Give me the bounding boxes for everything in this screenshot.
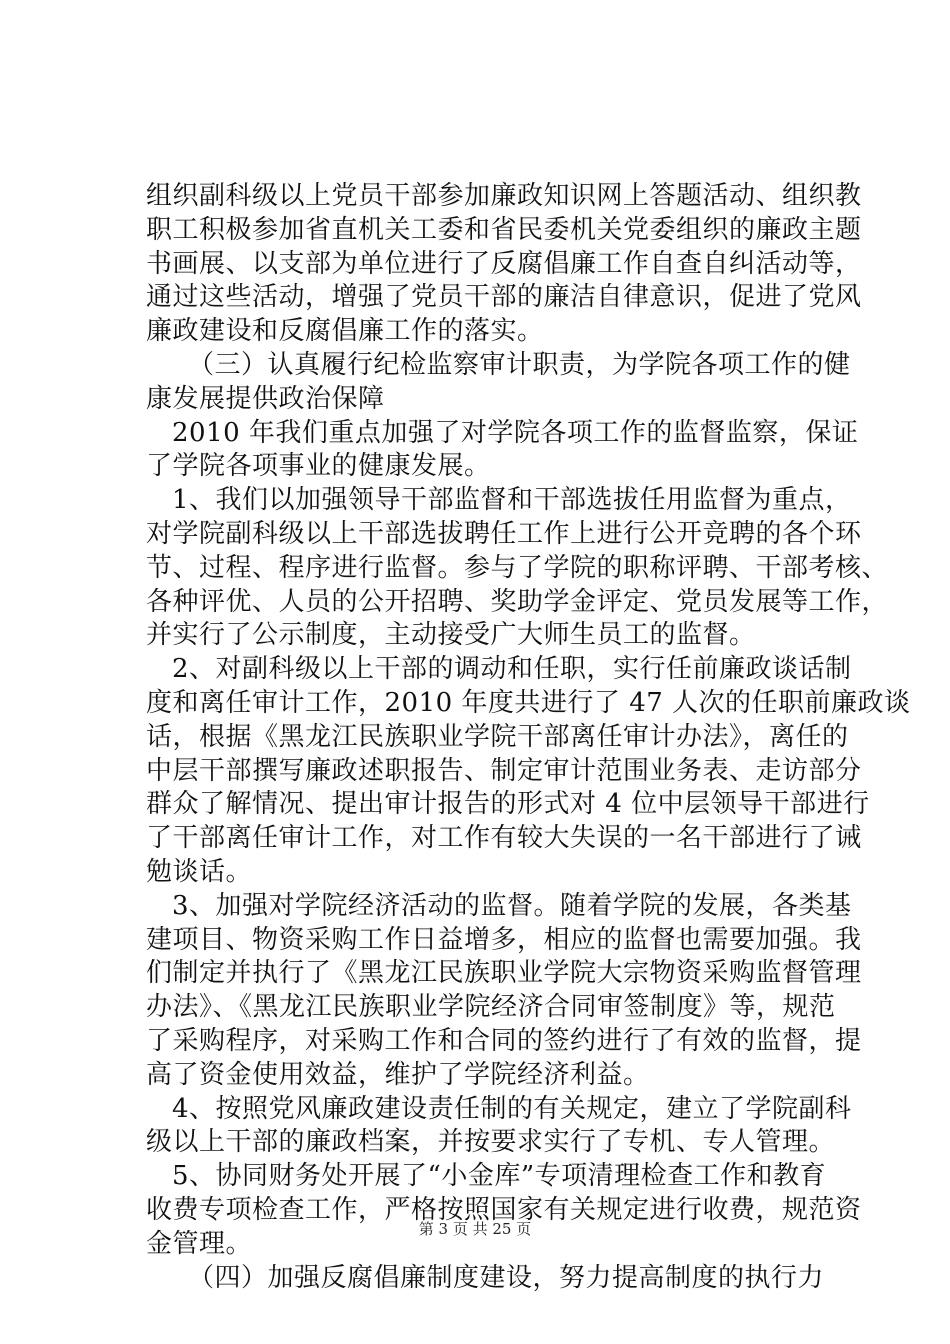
text-line: 并实行了公示制度，主动接受广大师生员工的监督。 bbox=[146, 620, 756, 651]
page-footer bbox=[0, 1218, 950, 1239]
section-heading-continued: 康发展提供政治保障 bbox=[146, 383, 385, 414]
text-line: 了干部离任审计工作，对工作有较大失误的一名干部进行了诫 bbox=[146, 823, 862, 854]
text-line: 级以上干部的廉政档案，并按要求实行了专机、专人管理。 bbox=[146, 1127, 836, 1158]
paragraph-start: 4、按照党风廉政建设责任制的有关规定，建立了学院副科 bbox=[172, 1093, 852, 1124]
text-line: 度和离任审计工作，2010 年度共进行了 47 人次的任职前廉政谈 bbox=[146, 687, 911, 718]
section-heading: （三）认真履行纪检监察审计职责，为学院各项工作的健 bbox=[188, 349, 851, 380]
text-line: 各种评优、人员的公开招聘、奖助学金评定、党员发展等工作， bbox=[146, 586, 889, 617]
text-line: 廉政建设和反腐倡廉工作的落实。 bbox=[146, 316, 544, 347]
paragraph-start: 3、加强对学院经济活动的监督。随着学院的发展，各类基 bbox=[172, 890, 852, 921]
text-line: 书画展、以支部为单位进行了反腐倡廉工作自查自纠活动等， bbox=[146, 248, 862, 279]
text-line: 组织副科级以上党员干部参加廉政知识网上答题活动、组织教 bbox=[146, 181, 862, 211]
text-line: 金管理。 bbox=[146, 1228, 253, 1259]
paragraph-start: 5、协同财务处开展了“小金库”专项清理检查工作和教育 bbox=[172, 1161, 827, 1192]
text-line: 高了资金使用效益，维护了学院经济利益。 bbox=[146, 1059, 650, 1090]
text-line: 职工积极参加省直机关工委和省民委机关党委组织的廉政主题 bbox=[146, 214, 862, 245]
page-number: 第 3 页 共 25 页 bbox=[418, 1220, 532, 1238]
text-line: 们制定并执行了《黑龙江民族职业学院大宗物资采购监督管理 bbox=[146, 958, 862, 989]
text-line: 话，根据《黑龙江民族职业学院干部离任审计办法》，离任的 bbox=[146, 721, 849, 752]
text-line: 节、过程、程序进行监督。参与了学院的职称评聘、干部考核、 bbox=[146, 552, 889, 583]
text-line: 对学院副科级以上干部选拔聘任工作上进行公开竞聘的各个环 bbox=[146, 518, 862, 549]
text-line: 收费专项检查工作，严格按照国家有关规定进行收费，规范资 bbox=[146, 1194, 862, 1225]
paragraph-start: 2、对副科级以上干部的调动和任职，实行任前廉政谈话制 bbox=[172, 654, 852, 685]
document-body bbox=[146, 180, 911, 1295]
paragraph-start: 2010 年我们重点加强了对学院各项工作的监督监察，保证 bbox=[172, 417, 859, 448]
text-line: 勉谈话。 bbox=[146, 856, 253, 887]
text-line: 办法》、《黑龙江民族职业学院经济合同审签制度》等，规范 bbox=[146, 992, 836, 1023]
paragraph-start: 1、我们以加强领导干部监督和干部选拔任用监督为重点， bbox=[172, 485, 852, 516]
text-line: 了采购程序，对采购工作和合同的签约进行了有效的监督，提 bbox=[146, 1025, 862, 1056]
text-line: 通过这些活动，增强了党员干部的廉洁自律意识，促进了党风 bbox=[146, 282, 862, 313]
text-line: 建项目、物资采购工作日益增多，相应的监督也需要加强。我 bbox=[146, 924, 862, 955]
text-line: 了学院各项事业的健康发展。 bbox=[146, 451, 491, 482]
text-line: 群众了解情况、提出审计报告的形式对 4 位中层领导干部进行 bbox=[146, 789, 870, 820]
text-line: 中层干部撰写廉政述职报告、制定审计范围业务表、走访部分 bbox=[146, 755, 862, 786]
section-heading: （四）加强反腐倡廉制度建设，努力提高制度的执行力 bbox=[188, 1262, 825, 1293]
